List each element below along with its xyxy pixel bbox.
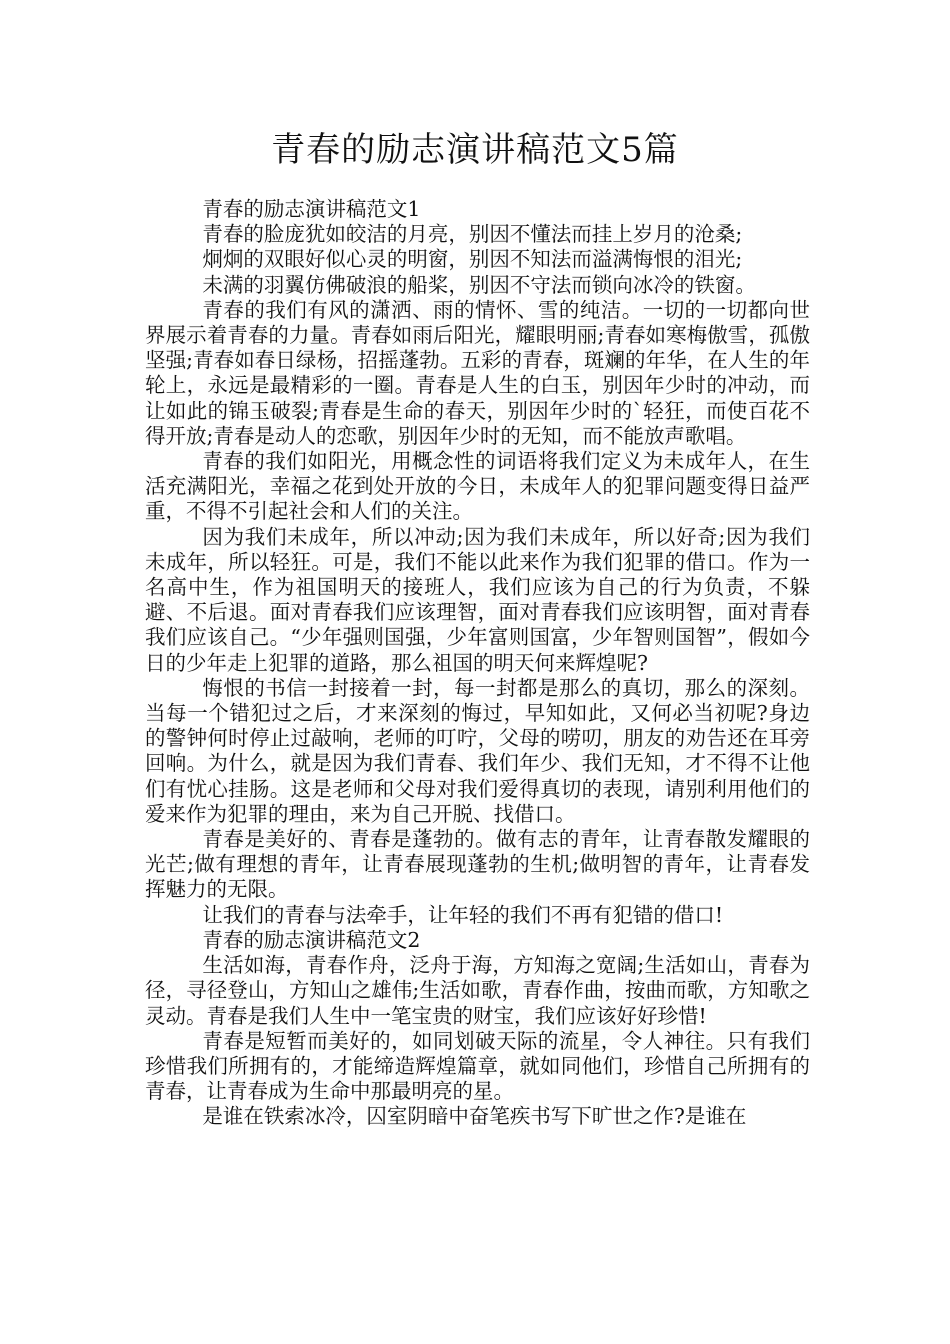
document-title: 青春的励志演讲稿范文5篇: [271, 130, 679, 170]
paragraph: 是谁在铁索冰冷，囚室阴暗中奋笔疾书写下旷世之作?是谁在: [202, 1104, 747, 1129]
paragraph: 青春是短暂而美好的，如同划破天际的流星，令人神往。只有我们珍惜我们所拥有的，才能缔造辉煌篇章，就如同他们，珍惜自己所拥有的青春，让青春成为生命中那最明亮的星。: [145, 1028, 810, 1104]
paragraph: 青春的我们有风的潇洒、雨的情怀、雪的纯洁。一切的一切都向世界展示着青春的力量。青春如雨后阳光，耀眼明丽;青春如寒梅傲雪，孤傲坚强;青春如春日绿杨，招摇蓬勃。五彩的青春，斑斓的年华，在人生的年轮上，永远是最精彩的一圈。青春是人生的白玉，别因年少时的冲动，而让如此的锦玉破裂;青春是生命的春天，别因年少时的`轻狂，而使百花不得开放;青春是动人的恋歌，别因年少时的无知，而不能放声歌唱。: [145, 297, 810, 448]
paragraph: 未满的羽翼仿佛破浪的船桨，别因不守法而锁向冰冷的铁窗。: [202, 272, 756, 297]
section-heading: 青春的励志演讲稿范文2: [202, 927, 421, 952]
paragraph: 让我们的青春与法牵手，让年轻的我们不再有犯错的借口!: [202, 902, 724, 927]
paragraph: 炯炯的双眼好似心灵的明窗，别因不知法而溢满悔恨的泪光;: [202, 247, 743, 272]
paragraph: 青春的脸庞犹如皎洁的月亮，别因不懂法而挂上岁月的沧桑;: [202, 222, 743, 247]
paragraph: 生活如海，青春作舟，泛舟于海，方知海之宽阔;生活如山，青春为径，寻径登山，方知山之雄伟;生活如歌，青春作曲，按曲而歌，方知歌之灵动。青春是我们人生中一笔宝贵的财宝，我们应该好好珍惜!: [145, 953, 810, 1028]
paragraph: 青春的我们如阳光，用概念性的词语将我们定义为未成年人，在生活充满阳光，幸福之花到处开放的今日，未成年人的犯罪问题变得日益严重，不得不引起社会和人们的关注。: [145, 449, 810, 524]
paragraph: 因为我们未成年，所以冲动;因为我们未成年，所以好奇;因为我们未成年，所以轻狂。可是，我们不能以此来作为我们犯罪的借口。作为一名高中生，作为祖国明天的接班人，我们应该为自己的行为负责，不躲避、不后退。面对青春我们应该理智，面对青春我们应该明智，面对青春我们应该自己。“少年强则国强，少年富则国富，少年智则国智”，假如今日的少年走上犯罪的道路，那么祖国的明天何来辉煌呢?: [145, 524, 810, 675]
document-body: [145, 197, 810, 1130]
section-heading: 青春的励志演讲稿范文1: [202, 197, 421, 221]
paragraph: 悔恨的书信一封接着一封，每一封都是那么的真切，那么的深刻。当每一个错犯过之后，才来深刻的悔过，早知如此，又何必当初呢?身边的警钟何时停止过敲响，老师的叮咛，父母的唠叨，朋友的劝告还在耳旁回响。为什么，就是因为我们青春、我们年少、我们无知，才不得不让他们有忧心挂肠。这是老师和父母对我们爱得真切的表现，请别利用他们的爱来作为犯罪的理由，来为自己开脱、找借口。: [145, 675, 810, 826]
paragraph: 青春是美好的、青春是蓬勃的。做有志的青年，让青春散发耀眼的光芒;做有理想的青年，让青春展现蓬勃的生机;做明智的青年，让青春发挥魅力的无限。: [145, 827, 810, 902]
